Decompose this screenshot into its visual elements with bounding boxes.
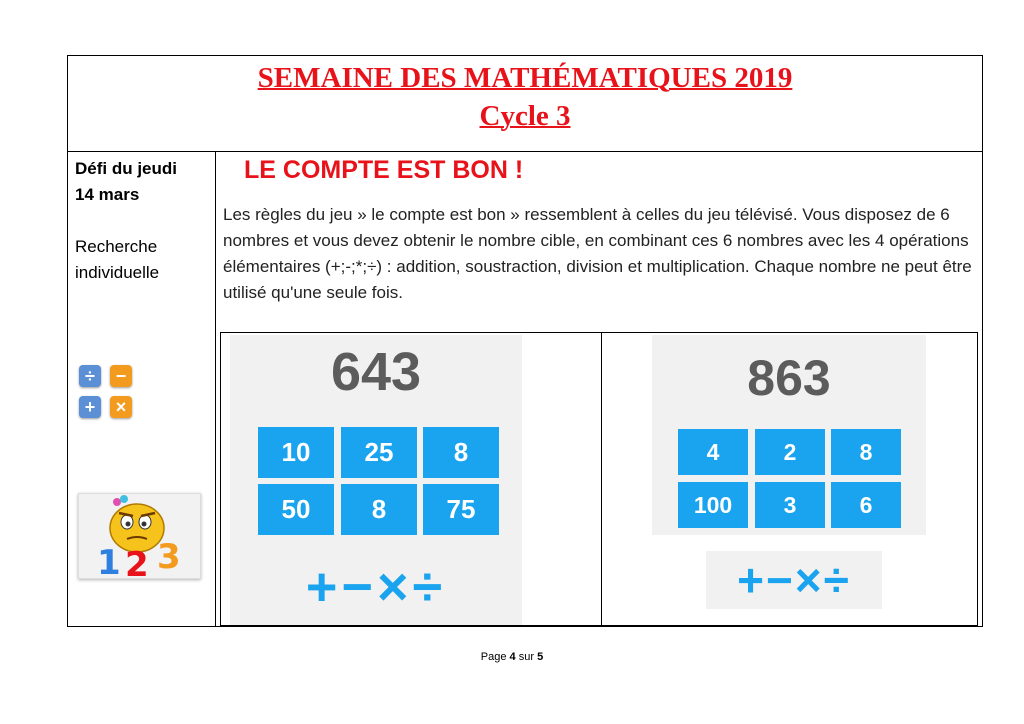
defi-date: 14 mars — [75, 185, 140, 204]
puzzle-card-2 — [652, 335, 926, 535]
puzzle-1-number: 50 — [258, 484, 334, 535]
times-icon: × — [110, 396, 132, 418]
defi-day: Défi du jeudi — [75, 159, 177, 178]
footer-page-total: 5 — [537, 651, 544, 663]
page-footer — [0, 651, 1024, 663]
svg-text:1: 1 — [97, 543, 121, 578]
operations-icon-group — [79, 365, 137, 423]
puzzle-2-number: 8 — [831, 429, 901, 475]
puzzle-1-number: 75 — [423, 484, 499, 535]
game-title: LE COMPTE EST BON ! — [244, 156, 524, 184]
puzzles-table — [220, 332, 978, 626]
puzzle-2-number: 3 — [755, 482, 825, 528]
page-subtitle: Cycle 3 — [479, 100, 571, 132]
header-cell — [68, 56, 982, 152]
puzzle-2-number: 6 — [831, 482, 901, 528]
puzzle-2-number: 4 — [678, 429, 748, 475]
puzzle-1-target: 643 — [330, 342, 422, 402]
plus-icon: + — [79, 396, 101, 418]
game-rules: Les règles du jeu » le compte est bon » ressemblent à celles du jeu télévisé. Vous disposez de 6 nombres et vous devez obtenir le nombre cible, en combinant ces 6 nombres avec les 4 opérations élémentaires (+;-;*;÷) : addition, soustraction, division et multiplication. Chaque nombre ne peut être utilisé qu'une seule fois. — [223, 205, 972, 302]
page-title: SEMAINE DES MATHÉMATIQUES 2019 — [257, 62, 793, 94]
puzzle-1-number: 8 — [423, 427, 499, 478]
puzzle-2-operators: +−×÷ — [737, 554, 851, 606]
puzzle-1-number: 10 — [258, 427, 334, 478]
mode-line2: individuelle — [75, 263, 160, 282]
footer-prefix: Page — [480, 651, 510, 663]
svg-text:2: 2 — [125, 545, 149, 578]
puzzle-2-number: 2 — [755, 429, 825, 475]
document-table — [67, 55, 983, 627]
thinking-smiley-123-image — [78, 493, 201, 579]
puzzle-1-number: 25 — [341, 427, 417, 478]
puzzle-2-operators-card — [706, 551, 882, 609]
puzzle-card-1 — [230, 335, 522, 625]
right-column — [216, 152, 982, 626]
footer-page-number: 4 — [509, 651, 516, 663]
left-column — [68, 152, 216, 626]
puzzle-1-operators: +−×÷ — [305, 557, 447, 617]
puzzles-divider — [601, 333, 602, 627]
divide-icon: ÷ — [79, 365, 101, 387]
mode-line1: Recherche — [75, 237, 158, 256]
footer-middle: sur — [515, 651, 538, 663]
puzzle-2-number: 100 — [678, 482, 748, 528]
minus-icon: − — [110, 365, 132, 387]
svg-text:3: 3 — [157, 537, 181, 577]
puzzle-1-number: 8 — [341, 484, 417, 535]
puzzle-2-target: 863 — [747, 350, 831, 406]
defi-info — [75, 156, 177, 286]
